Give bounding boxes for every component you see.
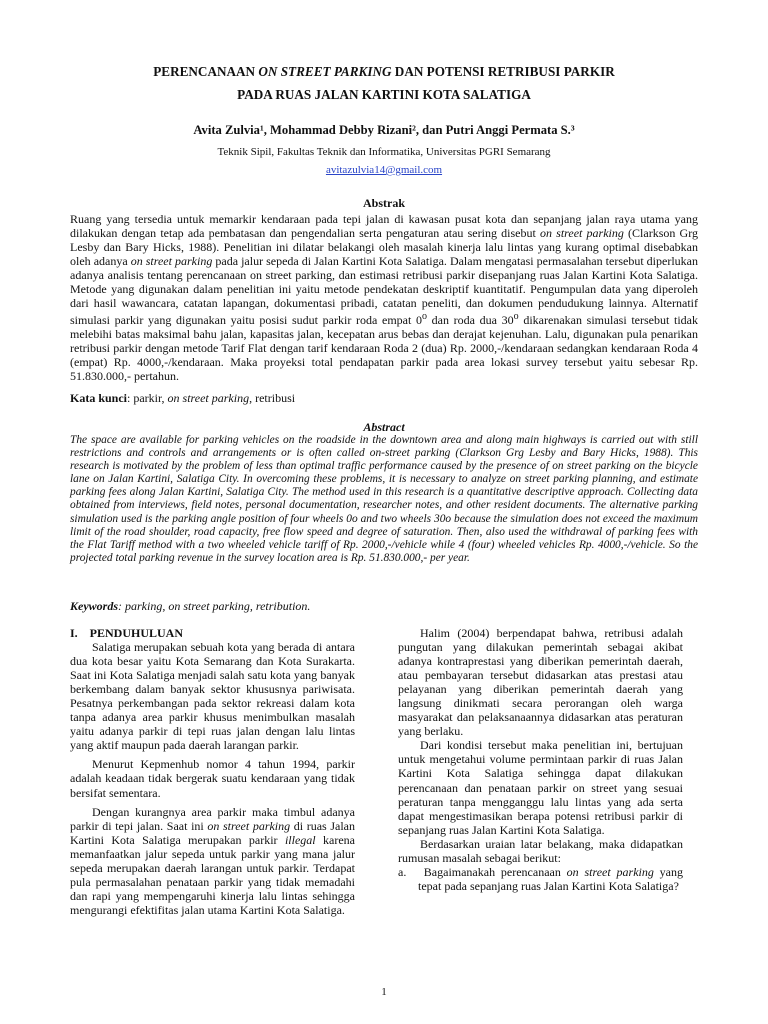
abstract-heading: Abstract xyxy=(363,420,405,434)
kata-kunci: Kata kunci: parkir, on street parking, retribusi xyxy=(70,391,296,405)
author-email[interactable] xyxy=(70,164,698,176)
section-heading: I. PENDUHULUAN xyxy=(70,626,184,640)
page-number: 1 xyxy=(381,986,387,998)
author-list: Avita Zulvia¹, Mohammad Debby Rizani², dan Putri Anggi Permata S.³ xyxy=(193,123,575,137)
abstrak-heading: Abstrak xyxy=(362,196,405,210)
paragraph: Berdasarkan uraian latar belakang, maka didapatkan rumusan masalah sebagai berikut: xyxy=(398,836,683,865)
abstract-body: The space are available for parking vehicles on the roadside in the downtown area and along main highways is carried out with still restrictions and controls and arrangements or is often called on-street parking (Clarkson Grg Lesby and Bary Hicks, 1988). This research is motivated by the problem of less than optimal traffic performance caused by the presence of on street parking on the bicycle lane on Jalan Kartini, Salatiga City. In overcoming these problems, it is necessary to analyze on street parking planning, and estimate parking fees along Jalan Kartini, Salatiga City. The method used in this research is a quantitative descriptive approach. Collecting data obtained from interviews, field notes, personal documentation, researcher notes, and other resident documents. The alternative parking simulation used is the parking angle position of four wheels 0o and two wheels 30o because the simulation does not exceed the maximum limit of the road shoulder, road capacity, free flow speed and degree of saturation. Then, also used the withdrawal of parking fees with the Flat Tariff method with a two wheeled vehicle tariff of Rp. 2000,-/vehicle while 4 (four) wheeled vehicles Rp. 4000,-/vehicle. So the projected total parking revenue in the survey location area is Rp. 51.830.000,- per year. xyxy=(70,434,698,564)
title-line-1: PERENCANAAN ON STREET PARKING DAN POTENSI RETRIBUSI PARKIR xyxy=(153,64,615,79)
paper-title xyxy=(70,60,698,106)
title-emphasis: ON STREET PARKING xyxy=(258,64,392,79)
paragraph: Salatiga merupakan sebuah kota yang berada di antara dua kota besar yaitu Kota Semarang dan Kota Surakarta. Saat ini Kota Salatiga menjadi salah satu kota yang banyak berkembang dalam banyak sektor khususnya pariwisata. Pesatnya perkembangan pada sektor rekreasi dalam kota tanpa adanya area parkir khusus menimbulkan masalah yaitu adanya parkir di tepi ruas jalan dengan lalu lintas yang aktif maupun pada daerah larangan parkir. xyxy=(70,640,355,753)
title-line-2: PADA RUAS JALAN KARTINI KOTA SALATIGA xyxy=(237,87,531,102)
left-column xyxy=(70,626,355,917)
list-item: a. Bagaimanakah perencanaan on street parking yang tepat pada sepanjang ruas Jalan Kartini Kota Salatiga? xyxy=(398,864,684,893)
paragraph: Dengan kurangnya area parkir maka timbul adanya parkir di tepi jalan. Saat ini on street parking di ruas Jalan Kartini Kota Salatiga merupakan parkir illegal karena memanfaatkan jalur sepeda untuk parkir yang mana jalur sepeda merupakan daerah larangan untuk parkir. Terdapat pula permasalahan penataan parkir yang tidak memadahi dan rapi yang mempengaruhi kinerja lalu lintas sehingga mengurangi efektifitas jalan utama Kartini Kota Salatiga. xyxy=(70,804,356,917)
paragraph: Menurut Kepmenhub nomor 4 tahun 1994, parkir adalah keadaan tidak bergerak suatu kendaraan yang tidak bersifat sementara. xyxy=(70,757,355,800)
email-link[interactable]: avitazulvia14@gmail.com xyxy=(325,164,443,176)
degree-mark: o xyxy=(422,311,427,322)
right-column xyxy=(398,626,683,893)
abstrak-body: Ruang yang tersedia untuk memarkir kendaraan pada tepi jalan di kawasan pusat kota dan sepanjang jalan raya utama yang dilakukan dengan tetap ada pembatasan dan pengendalian serta pengaturan atau sering disebut on street parking (Clarkson Grg Lesby dan Bary Hicks, 1988). Penelitian ini dilatar belakangi oleh masalah kinerja lalu lintas yang kurang optimal disebabkan oleh adanya on street parking pada jalur sepeda di Jalan Kartini Kota Salatiga. Dalam mengatasi permasalahan tersebut diperlukan adanya analisis tentang perencanaan on street parking, dan estimasi retribusi parkir disepanjang ruas Jalan Kartini Kota Salatiga. Metode yang digunakan dalam penelitian ini yaitu metode pendekatan deskriptif kuantitatif. Pengumpulan data yang diperoleh dari hasil wawancara, catatan lapangan, dokumentasi pribadi, catatan peneliti, dan dokumen pendudukung lainnya. Alternatif simulasi parkir yang digunakan yaitu posisi sudut parkir roda empat 0$^o$ dan roda dua 30$^o$ dikarenakan simulasi tersebut tidak melebihi batas maksimal bahu jalan, kapasitas jalan, kecepatan arus bebas dan derajat kejenuhan. Lalu, digunakan pula penarikan retribusi parkir dengan metode Tarif Flat dengan tarif kendaraan Roda 2 (dua) Rp. 2000,-/kendaraan sedangkan kendaraan Roda 4 (empat) Rp. 4000,-/kendaraan. Maka proyeksi total pendapatan parkir pada area lokasi survey tersebut yaitu sebesar Rp. 51.830.000,- pertahun. xyxy=(70,212,699,383)
paragraph: Halim (2004) berpendapat bahwa, retribusi adalah pungutan yang dilakukan pemerintah sebagai akibat adanya kontraprestasi yang diberikan pemerintah daerah, atau pembayaran tersebut didasarkan atas prestasi atau pelayanan yang diberikan pemerintah daerah yang langsung dinikmati secara perorangan oleh warga masyarakat dan pelaksanaannya didasarkan atas peraturan yang berlaku. xyxy=(398,626,683,739)
keywords: Keywords: parking, on street parking, retribution. xyxy=(70,599,311,613)
degree-mark: o xyxy=(513,311,519,322)
paragraph: Dari kondisi tersebut maka penelitian ini, bertujuan untuk mengetahui volume permintaan parkir di ruas Jalan Kartini Kota Salatiga sehingga dapat dilakukan perencanaan dan penataan parkir on street yang sesuai peraturan tanpa mengganggu lalu lintas yang ada serta dapat mengestimasikan berapa potensi retribusi parkir di sepanjang ruas Jalan Kartini Kota Salatiga. xyxy=(398,738,683,837)
affiliation: Teknik Sipil, Fakultas Teknik dan Informatika, Universitas PGRI Semarang xyxy=(217,146,551,158)
